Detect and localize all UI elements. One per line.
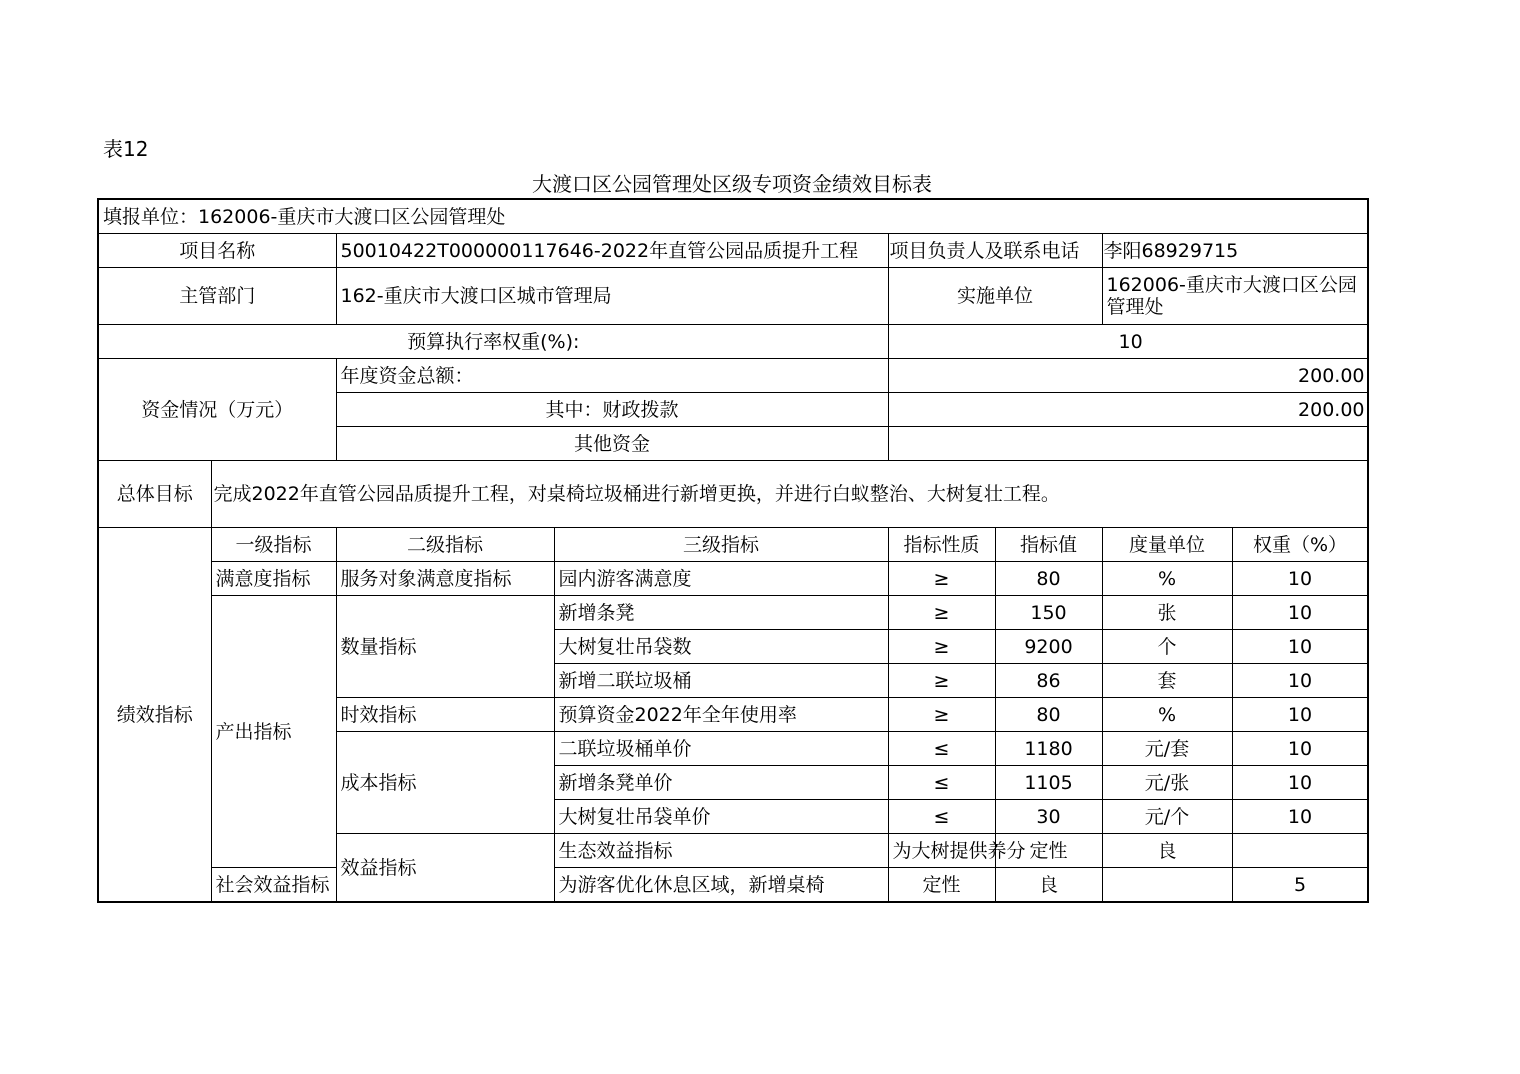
header-value: 指标值 bbox=[995, 528, 1102, 562]
performance-target-table bbox=[97, 198, 1369, 903]
project-name-label: 项目名称 bbox=[98, 234, 336, 268]
dept-row bbox=[98, 268, 1368, 325]
indicator-op: ≤ bbox=[888, 800, 995, 834]
project-name-row bbox=[98, 234, 1368, 268]
indicator-name: 园内游客满意度 bbox=[554, 562, 888, 596]
indicator-weight: 10 bbox=[1232, 562, 1368, 596]
indicator-value: 30 bbox=[995, 800, 1102, 834]
group-output: 产出指标 bbox=[211, 596, 336, 868]
header-level1: 一级指标 bbox=[211, 528, 336, 562]
indicator-op: ≤ bbox=[888, 732, 995, 766]
indicator-weight: 10 bbox=[1232, 664, 1368, 698]
subgroup-service: 服务对象满意度指标 bbox=[336, 562, 554, 596]
group-satisfaction: 满意度指标 bbox=[211, 562, 336, 596]
indicator-name: 大树复壮吊袋数 bbox=[554, 630, 888, 664]
funds-other-label: 其他资金 bbox=[336, 427, 888, 461]
header-level2: 二级指标 bbox=[336, 528, 554, 562]
indicator-name: 为游客优化休息区域，新增桌椅 bbox=[554, 868, 888, 903]
indicator-op: ≥ bbox=[888, 596, 995, 630]
indicator-value: 80 bbox=[995, 698, 1102, 732]
indicator-op: ≤ bbox=[888, 766, 995, 800]
header-unit: 度量单位 bbox=[1102, 528, 1232, 562]
indicator-weight: 10 bbox=[1232, 766, 1368, 800]
subgroup-eco: 生态效益指标 bbox=[554, 834, 888, 868]
indicator-unit: 个 bbox=[1102, 630, 1232, 664]
table-row bbox=[98, 562, 1368, 596]
indicator-weight: 10 bbox=[1232, 732, 1368, 766]
indicator-op: ≥ bbox=[888, 664, 995, 698]
indicator-weight: 10 bbox=[1232, 800, 1368, 834]
indicator-name: 大树复壮吊袋单价 bbox=[554, 800, 888, 834]
filing-unit: 填报单位：162006-重庆市大渡口区公园管理处 bbox=[98, 199, 1368, 234]
goal-row bbox=[98, 461, 1368, 528]
budget-weight-value: 10 bbox=[888, 325, 1368, 359]
indicator-value: 1180 bbox=[995, 732, 1102, 766]
goal-label: 总体目标 bbox=[98, 461, 211, 528]
subgroup-cost: 成本指标 bbox=[336, 732, 554, 834]
header-nature: 指标性质 bbox=[888, 528, 995, 562]
funds-total-label: 年度资金总额： bbox=[336, 359, 888, 393]
header-level3: 三级指标 bbox=[554, 528, 888, 562]
subgroup-quantity: 数量指标 bbox=[336, 596, 554, 698]
indicator-unit bbox=[1102, 868, 1232, 903]
indicator-unit: 元/张 bbox=[1102, 766, 1232, 800]
budget-weight-row bbox=[98, 325, 1368, 359]
indicator-op: ≥ bbox=[888, 630, 995, 664]
indicator-op: ≥ bbox=[888, 562, 995, 596]
funds-other-value bbox=[888, 427, 1368, 461]
indicator-unit: % bbox=[1102, 562, 1232, 596]
indicator-value: 80 bbox=[995, 562, 1102, 596]
subgroup-time: 时效指标 bbox=[336, 698, 554, 732]
indicator-op: ≥ bbox=[888, 698, 995, 732]
filing-unit-row bbox=[98, 199, 1368, 234]
page-title: 大渡口区公园管理处区级专项资金绩效目标表 bbox=[532, 172, 932, 196]
indicator-unit: 元/套 bbox=[1102, 732, 1232, 766]
table-number: 表12 bbox=[103, 137, 149, 161]
indicator-weight: 10 bbox=[1232, 630, 1368, 664]
funds-fiscal-label: 其中：财政拨款 bbox=[336, 393, 888, 427]
perf-label: 绩效指标 bbox=[98, 528, 211, 903]
goal-text: 完成2022年直管公园品质提升工程，对桌椅垃圾桶进行新增更换，并进行白蚁整治、大树复壮工程。 bbox=[211, 461, 1368, 528]
indicator-name: 预算资金2022年全年使用率 bbox=[554, 698, 888, 732]
funds-label: 资金情况（万元） bbox=[98, 359, 336, 461]
indicator-name: 新增条凳单价 bbox=[554, 766, 888, 800]
perf-header-row bbox=[98, 528, 1368, 562]
impl-value: 162006-重庆市大渡口区公园管理处 bbox=[1102, 268, 1368, 325]
indicator-name: 为大树提供养分 bbox=[888, 834, 995, 868]
indicator-name: 新增条凳 bbox=[554, 596, 888, 630]
indicator-name: 新增二联垃圾桶 bbox=[554, 664, 888, 698]
indicator-unit: 张 bbox=[1102, 596, 1232, 630]
table-row bbox=[98, 868, 1368, 903]
subgroup-social: 社会效益指标 bbox=[211, 868, 336, 903]
indicator-weight: 5 bbox=[1232, 868, 1368, 903]
indicator-unit: 元/个 bbox=[1102, 800, 1232, 834]
indicator-unit: % bbox=[1102, 698, 1232, 732]
project-name-value: 50010422T000000117646-2022年直管公园品质提升工程 bbox=[336, 234, 888, 268]
funds-fiscal-value: 200.00 bbox=[888, 393, 1368, 427]
indicator-op: 定性 bbox=[888, 868, 995, 903]
indicator-value: 良 bbox=[995, 868, 1102, 903]
indicator-name: 二联垃圾桶单价 bbox=[554, 732, 888, 766]
contact-label: 项目负责人及联系电话 bbox=[888, 234, 1102, 268]
header-weight: 权重（%） bbox=[1232, 528, 1368, 562]
indicator-unit bbox=[1232, 834, 1368, 868]
indicator-weight: 10 bbox=[1232, 596, 1368, 630]
indicator-value: 150 bbox=[995, 596, 1102, 630]
funds-total-value: 200.00 bbox=[888, 359, 1368, 393]
indicator-unit: 套 bbox=[1102, 664, 1232, 698]
indicator-value: 良 bbox=[1102, 834, 1232, 868]
contact-value: 李阳68929715 bbox=[1102, 234, 1368, 268]
indicator-weight: 10 bbox=[1232, 698, 1368, 732]
table-row bbox=[98, 596, 1368, 630]
indicator-value: 9200 bbox=[995, 630, 1102, 664]
budget-weight-label: 预算执行率权重(%): bbox=[98, 325, 888, 359]
dept-value: 162-重庆市大渡口区城市管理局 bbox=[336, 268, 888, 325]
indicator-value: 1105 bbox=[995, 766, 1102, 800]
indicator-value: 86 bbox=[995, 664, 1102, 698]
indicator-op: 定性 bbox=[995, 834, 1102, 868]
impl-label: 实施单位 bbox=[888, 268, 1102, 325]
group-benefit: 效益指标 bbox=[336, 834, 554, 903]
funds-total-row bbox=[98, 359, 1368, 393]
dept-label: 主管部门 bbox=[98, 268, 336, 325]
